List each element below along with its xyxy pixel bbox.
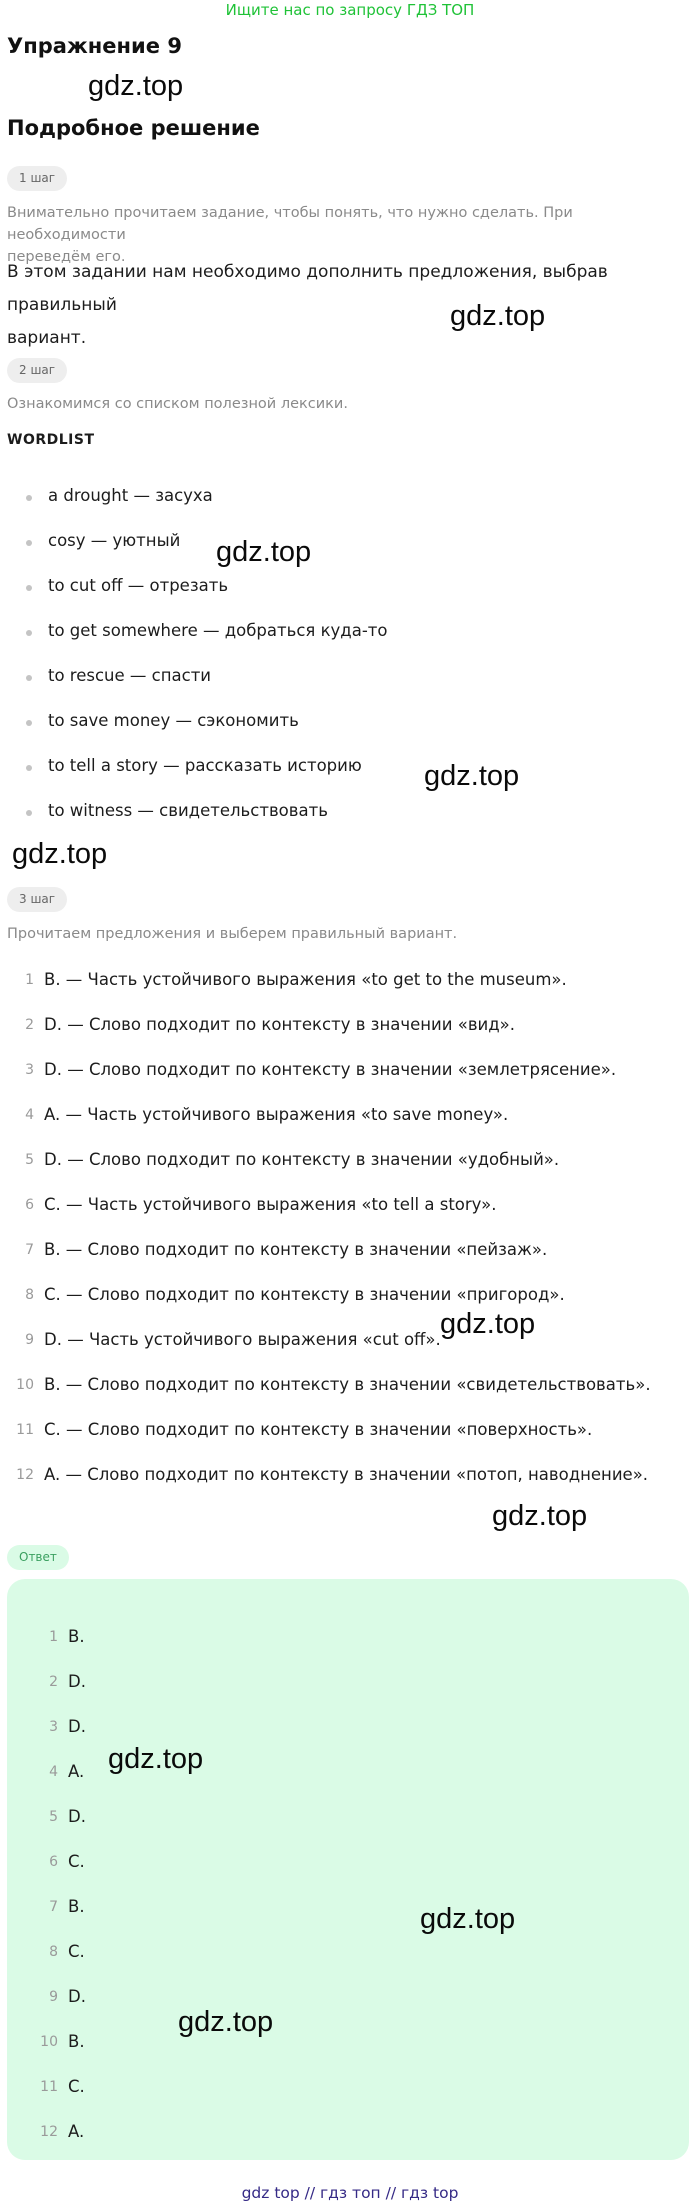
item-number: 12 xyxy=(16,1467,34,1483)
list-bullet xyxy=(26,675,32,681)
answer-item: D. xyxy=(68,1987,86,2006)
list-bullet xyxy=(26,630,32,636)
wordlist-item: a drought — засуха xyxy=(48,486,213,505)
item-number: 10 xyxy=(16,1377,34,1393)
answer-number: 11 xyxy=(40,2079,58,2095)
wordlist-item: to rescue — спасти xyxy=(48,666,212,685)
item-number: 7 xyxy=(25,1242,34,1258)
item-number: 4 xyxy=(25,1107,34,1123)
answer-item: C. xyxy=(68,1852,85,1871)
wordlist-item: to witness — свидетельствовать xyxy=(48,801,328,820)
answer-item: D. xyxy=(68,1717,86,1736)
solution-item: B. — Слово подходит по контексту в значении «свидетельствовать». xyxy=(44,1375,651,1394)
wordlist-item: to get somewhere — добраться куда-то xyxy=(48,621,388,640)
step-1-badge: 1 шаг xyxy=(7,166,67,191)
watermark: gdz.top xyxy=(216,536,312,568)
item-number: 5 xyxy=(25,1152,34,1168)
watermark: gdz.top xyxy=(12,838,108,870)
step-3-note: Прочитаем предложения и выберем правильный вариант. xyxy=(7,926,458,942)
solution-item: A. — Слово подходит по контексту в значении «потоп, наводнение». xyxy=(44,1465,649,1484)
answer-number: 8 xyxy=(49,1944,58,1960)
item-number: 9 xyxy=(25,1332,34,1348)
solution-item: D. — Слово подходит по контексту в значении «землетрясение». xyxy=(44,1060,617,1079)
solution-item: D. — Слово подходит по контексту в значении «удобный». xyxy=(44,1150,560,1169)
wordlist-item: to cut off — отрезать xyxy=(48,576,229,595)
answer-number: 9 xyxy=(49,1989,58,2005)
answer-item: A. xyxy=(68,1762,85,1781)
answer-item: D. xyxy=(68,1672,86,1691)
list-bullet xyxy=(26,810,32,816)
item-number: 2 xyxy=(25,1017,34,1033)
watermark: gdz.top xyxy=(492,1500,588,1532)
list-bullet xyxy=(26,585,32,591)
answer-box xyxy=(7,1579,689,2160)
answer-number: 5 xyxy=(49,1809,58,1825)
item-number: 8 xyxy=(25,1287,34,1303)
item-number: 1 xyxy=(25,972,34,988)
answer-item: A. xyxy=(68,2122,85,2141)
answer-item: C. xyxy=(68,2077,85,2096)
list-bullet xyxy=(26,495,32,501)
wordlist-item: cosy — уютный xyxy=(48,531,181,550)
solution-item: D. — Часть устойчивого выражения «cut off». xyxy=(44,1330,441,1349)
step-3-badge: 3 шаг xyxy=(7,887,67,912)
wordlist-title: WORDLIST xyxy=(7,432,95,448)
watermark: gdz.top xyxy=(108,1743,204,1775)
watermark: gdz.top xyxy=(424,760,520,792)
answer-item: B. xyxy=(68,2032,85,2051)
watermark: gdz.top xyxy=(440,1308,536,1340)
step-2-note: Ознакомимся со списком полезной лексики. xyxy=(7,396,348,412)
answer-number: 12 xyxy=(40,2124,58,2140)
step-1-paragraph: В этом задании нам необходимо дополнить предложения, выбрав правильный вариант. xyxy=(7,262,608,348)
footer-links[interactable]: gdz top // гдз топ // гдз top xyxy=(241,2184,459,2202)
answer-item: D. xyxy=(68,1807,86,1826)
watermark: gdz.top xyxy=(450,300,546,332)
answer-item: C. xyxy=(68,1942,85,1961)
item-number: 6 xyxy=(25,1197,34,1213)
solution-item: C. — Слово подходит по контексту в значении «пригород». xyxy=(44,1285,565,1304)
item-number: 11 xyxy=(16,1422,34,1438)
solution-item: C. — Часть устойчивого выражения «to tell a story». xyxy=(44,1195,497,1214)
solution-item: B. — Слово подходит по контексту в значении «пейзаж». xyxy=(44,1240,548,1259)
watermark: gdz.top xyxy=(420,1903,516,1935)
answer-number: 7 xyxy=(49,1899,58,1915)
answer-number: 4 xyxy=(49,1764,58,1780)
list-bullet xyxy=(26,720,32,726)
answer-item: B. xyxy=(68,1897,85,1916)
step-1-note: Внимательно прочитаем задание, чтобы понять, что нужно сделать. При необходимости переведём его. xyxy=(7,205,573,265)
exercise-title: Упражнение 9 xyxy=(7,34,182,58)
step-2-badge: 2 шаг xyxy=(7,358,67,383)
wordlist-item: to save money — сэкономить xyxy=(48,711,299,730)
wordlist-item: to tell a story — рассказать историю xyxy=(48,756,362,775)
answer-badge: Ответ xyxy=(7,1545,69,1570)
solution-item: B. — Часть устойчивого выражения «to get to the museum». xyxy=(44,970,567,989)
section-title: Подробное решение xyxy=(7,116,260,140)
answer-number: 6 xyxy=(49,1854,58,1870)
answer-number: 2 xyxy=(49,1674,58,1690)
item-number: 3 xyxy=(25,1062,34,1078)
top-banner[interactable]: Ищите нас по запросу ГДЗ ТОП xyxy=(225,1,475,19)
answer-item: B. xyxy=(68,1627,85,1646)
answer-number: 10 xyxy=(40,2034,58,2050)
watermark: gdz.top xyxy=(88,70,184,102)
solution-item: C. — Слово подходит по контексту в значении «поверхность». xyxy=(44,1420,593,1439)
watermark: gdz.top xyxy=(178,2006,274,2038)
solution-item: D. — Слово подходит по контексту в значении «вид». xyxy=(44,1015,516,1034)
list-bullet xyxy=(26,765,32,771)
answer-number: 3 xyxy=(49,1719,58,1735)
answer-number: 1 xyxy=(49,1629,58,1645)
list-bullet xyxy=(26,540,32,546)
solution-item: A. — Часть устойчивого выражения «to save money». xyxy=(44,1105,509,1124)
